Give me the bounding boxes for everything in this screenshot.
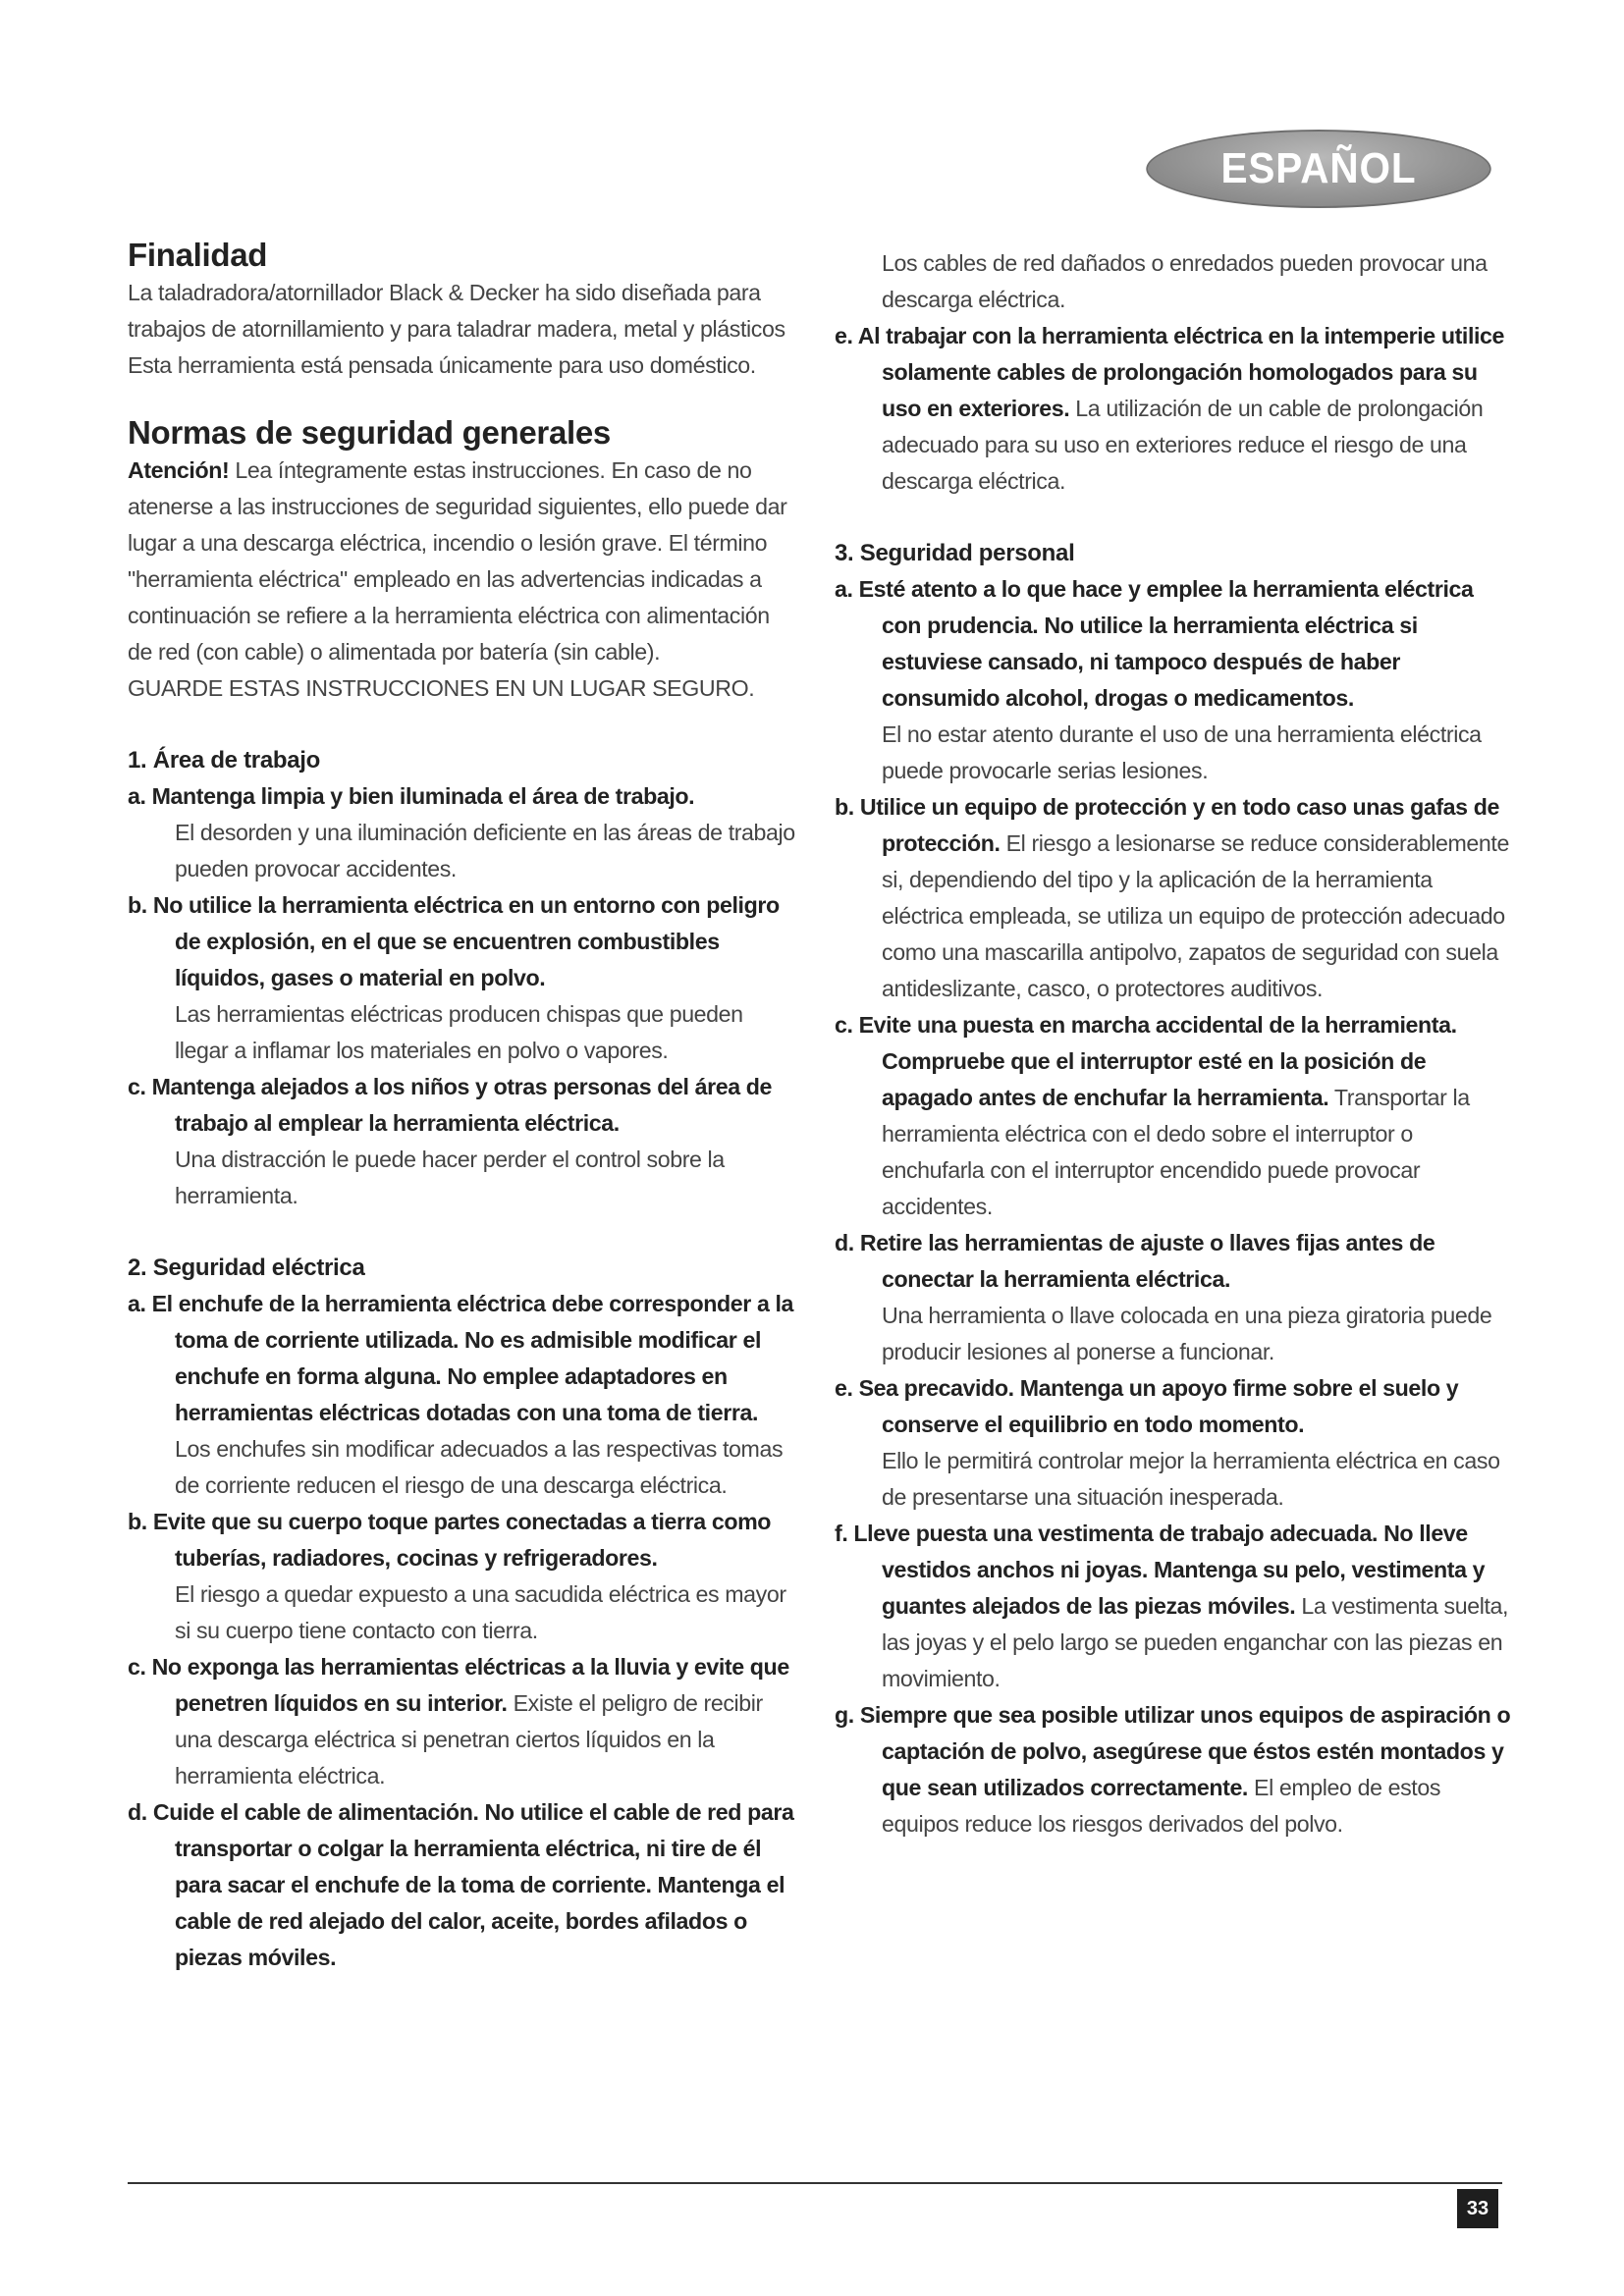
item-2e	[835, 318, 1512, 500]
item-1a-lead: a. Mantenga limpia y bien iluminada el área de trabajo.	[128, 783, 695, 809]
item-3g	[835, 1697, 1512, 1842]
item-3a-text: El no estar atento durante el uso de una herramienta eléctrica puede provocarle serias lesiones.	[882, 721, 1482, 783]
item-3g-lead: g. Siempre que sea posible utilizar unos equipos de aspiración o captación de polvo, asegúrese que éstos estén montados y que sean utilizados correctamente.	[835, 1702, 1511, 1800]
item-2d	[128, 1794, 795, 1976]
atencion-paragraph	[128, 453, 795, 670]
item-2e-lead: e. Al trabajar con la herramienta eléctrica en la intemperie utilice solamente cables de prolongación homologados para su uso en exteriores.	[835, 323, 1505, 421]
item-3d-lead: d. Retire las herramientas de ajuste o llaves fijas antes de conectar la herramienta eléctrica.	[835, 1230, 1435, 1292]
item-3b	[835, 789, 1512, 1007]
item-3c-lead: c. Evite una puesta en marcha accidental de la herramienta. Compruebe que el interruptor esté en la posición de apagado antes de enchufar la herramienta.	[835, 1012, 1457, 1110]
item-1a-text: El desorden y una iluminación deficiente en las áreas de trabajo pueden provocar accidentes.	[175, 820, 795, 881]
item-2d-lead: d. Cuide el cable de alimentación. No utilice el cable de red para transportar o colgar la herramienta eléctrica, ni tire de él para sacar el enchufe de la toma de corriente. Mantenga el cable de red alejado del calor, aceite, bordes afilados o piezas móviles.	[128, 1799, 794, 1970]
item-3f-lead: f. Lleve puesta una vestimenta de trabajo adecuada. No lleve vestidos anchos ni joyas. Mantenga su pelo, vestimenta y guantes alejados de las piezas móviles.	[835, 1521, 1486, 1619]
section-2-title: 2. Seguridad eléctrica	[128, 1255, 365, 1281]
item-2d-continued	[835, 245, 1512, 318]
item-1c-lead: c. Mantenga alejados a los niños y otras personas del área de trabajo al emplear la herramienta eléctrica.	[128, 1074, 773, 1136]
item-1b-lead: b. No utilice la herramienta eléctrica en un entorno con peligro de explosión, en el que se encuentren combustibles líquidos, gases o material en polvo.	[128, 892, 780, 990]
item-1c	[128, 1069, 795, 1214]
item-3e	[835, 1370, 1512, 1516]
footer-divider	[128, 2182, 1502, 2184]
item-2b-lead: b. Evite que su cuerpo toque partes conectadas a tierra como tuberías, radiadores, cocinas y refrigeradores.	[128, 1509, 772, 1571]
finalidad-paragraph-2: Esta herramienta está pensada únicamente para uso doméstico.	[128, 352, 756, 378]
item-3g-text: El empleo de estos equipos reduce los riesgos derivados del polvo.	[882, 1775, 1441, 1837]
item-3a-lead: a. Esté atento a lo que hace y emplee la herramienta eléctrica con prudencia. No utilice la herramienta eléctrica si estuviese cansado, ni tampoco después de haber consumido alcohol, drogas o medicamentos.	[835, 576, 1474, 711]
item-3b-lead: b. Utilice un equipo de protección y en todo caso unas gafas de protección.	[835, 794, 1499, 856]
item-2a-lead: a. El enchufe de la herramienta eléctrica debe corresponder a la toma de corriente utilizada. No es admisible modificar el enchufe en forma alguna. No emplee adaptadores en herramientas eléctricas dotadas con una toma de tierra.	[128, 1291, 794, 1425]
item-1b	[128, 887, 795, 1069]
language-badge: ESPAÑOL	[1146, 130, 1490, 208]
section-3-title: 3. Seguridad personal	[835, 540, 1075, 566]
item-2c-lead: c. No exponga las herramientas eléctricas a la lluvia y evite que penetren líquidos en su interior.	[128, 1654, 789, 1716]
item-3c	[835, 1007, 1512, 1225]
guarde-notice: GUARDE ESTAS INSTRUCCIONES EN UN LUGAR SEGURO.	[128, 675, 755, 701]
item-3e-lead: e. Sea precavido. Mantenga un apoyo firme sobre el suelo y conserve el equilibrio en todo momento.	[835, 1375, 1459, 1437]
item-1c-text: Una distracción le puede hacer perder el control sobre la herramienta.	[175, 1147, 725, 1208]
finalidad-paragraph-1: La taladradora/atornillador Black & Decker ha sido diseñada para trabajos de atornillamiento y para taladrar madera, metal y plásticos	[128, 280, 785, 342]
item-3d-text: Una herramienta o llave colocada en una pieza giratoria puede producir lesiones al ponerse a funcionar.	[882, 1303, 1492, 1364]
item-3d	[835, 1225, 1512, 1370]
item-2a-text: Los enchufes sin modificar adecuados a las respectivas tomas de corriente reducen el riesgo de una descarga eléctrica.	[175, 1436, 784, 1498]
item-2c	[128, 1649, 795, 1794]
left-column	[128, 236, 795, 1976]
item-3b-text: El riesgo a lesionarse se reduce considerablemente si, dependiendo del tipo y la aplicación de la herramienta eléctrica empleada, se utiliza un equipo de protección adecuado como una mascarilla antipolvo, zapatos de seguridad con suela antideslizante, casco, o protectores auditivos.	[882, 830, 1509, 1001]
normas-heading: Normas de seguridad generales	[128, 414, 611, 451]
item-1a	[128, 778, 795, 887]
item-2b-text: El riesgo a quedar expuesto a una sacudida eléctrica es mayor si su cuerpo tiene contacto con tierra.	[175, 1581, 786, 1643]
item-1b-text: Las herramientas eléctricas producen chispas que pueden llegar a inflamar los materiales en polvo o vapores.	[175, 1001, 743, 1063]
item-2d-text: Los cables de red dañados o enredados pueden provocar una descarga eléctrica.	[882, 250, 1488, 312]
finalidad-heading: Finalidad	[128, 237, 268, 273]
item-2a	[128, 1286, 795, 1504]
item-2e-text: La utilización de un cable de prolongación adecuado para su uso en exteriores reduce el riesgo de una descarga eléctrica.	[882, 396, 1484, 494]
item-3c-text: Transportar la herramienta eléctrica con el dedo sobre el interruptor o enchufarla con el interruptor encendido puede provocar accidentes.	[882, 1085, 1470, 1219]
item-3f	[835, 1516, 1512, 1697]
item-2b	[128, 1504, 795, 1649]
right-column	[835, 245, 1512, 1842]
item-3f-text: La vestimenta suelta, las joyas y el pelo largo se pueden enganchar con las piezas en movimiento.	[882, 1593, 1509, 1691]
item-3a	[835, 571, 1512, 789]
section-1-title: 1. Área de trabajo	[128, 747, 321, 774]
page-number: 33	[1457, 2189, 1498, 2228]
item-2c-text: Existe el peligro de recibir una descarga eléctrica si penetran ciertos líquidos en la herramienta eléctrica.	[175, 1690, 763, 1789]
item-3e-text: Ello le permitirá controlar mejor la herramienta eléctrica en caso de presentarse una situación inesperada.	[882, 1448, 1500, 1510]
atencion-label: Atención!	[128, 457, 230, 483]
atencion-text: Lea íntegramente estas instrucciones. En caso de no atenerse a las instrucciones de seguridad siguientes, ello puede dar lugar a una descarga eléctrica, incendio o lesión grave. El término "herramienta eléctrica" empleado en las advertencias indicadas a continuación se refiere a la herramienta eléctrica con alimentación de red (con cable) o alimentada por batería (sin cable).	[128, 457, 787, 665]
